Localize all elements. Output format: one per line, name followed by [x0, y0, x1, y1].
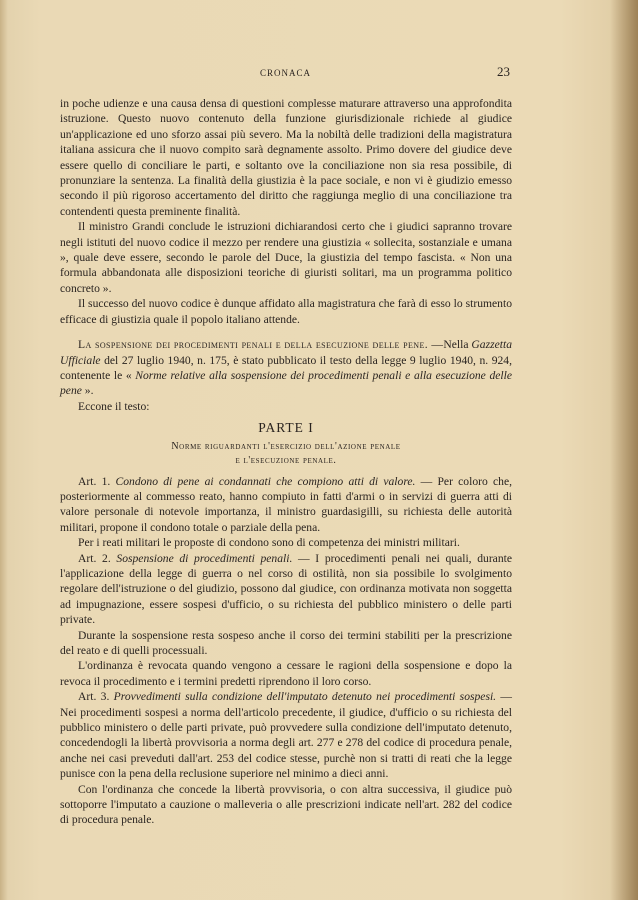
paragraph-1: in poche udienze e una causa densa di questioni complesse maturare attraverso una approfondita istruzione. Questo nuovo contenuto della funzione giurisdizionale richiede al giudice un'applicazione ed uno sforzo assai più severo. Ma la nobiltà delle tradizioni della magistratura italiana assicura che il nuovo compito sarà degnamente assolto. Primo dovere del giudice deve essere quello di conciliare le parti, e soltanto ove la conciliazione non sia resa possibile, di pronunziare la sentenza. La finalità della giustizia è la pace sociale, e non vi è giudizio emesso secondo il più rigoroso accertamento del diritto che raggiunga meglio di una conciliazione tra contendenti questa preminente finalità. — [60, 97, 512, 218]
part-heading: PARTE I — [258, 420, 314, 436]
paragraph-3: Il successo del nuovo codice è dunque affidato alla magistratura che farà di esso lo strumento efficace di giustizia quale il popolo italiano attende. — [60, 297, 512, 326]
part-subheading-1: Norme riguardanti l'esercizio dell'azione penale — [171, 440, 401, 452]
page-number: 23 — [497, 64, 510, 79]
article-2-paragraph-2: Durante la sospensione resta sospeso anche il corso dei termini stabiliti per la prescrizione del reato e di quelli processuali. — [60, 628, 512, 657]
section-paragraph — [60, 337, 512, 399]
article-3-paragraph-2: Con l'ordinanza che concede la libertà provvisoria, o con altra successiva, il giudice può sottoporre l'imputato a cauzione o malleveria o alle prescrizioni indicate nell'art. 282 del codice di procedura penale. — [60, 782, 512, 827]
article-2 — [60, 551, 512, 628]
eccone-line: Eccone il testo: — [78, 399, 150, 413]
part-subheading-2: e l'esecuzione penale. — [235, 454, 337, 466]
article-3 — [60, 689, 512, 781]
page-edge-shadow — [610, 0, 638, 900]
section-text-a: Nella — [443, 338, 472, 352]
article-3-text: — Nei procedimenti sospesi a norma dell'articolo precedente, il giudice, d'ufficio o su richiesta del pubblico ministero o delle parti private, può provvedere sulla condizione dell'imputato detenuto, concedendogli la libertà provvisoria a norma degli art. 277 e 278 del codice di procedura penale, anche nei casi preveduti dall'art. 253 del codice stesse, purchè non si tratti di reati che la legge punisce con la pena della reclusione superiore nel minimo a dieci anni. — [60, 690, 512, 781]
article-1-paragraph-2: Per i reati militari le proposte di condono sono di competenza dei ministri militari. — [78, 536, 460, 550]
article-2-paragraph-3: L'ordinanza è revocata quando vengono a cessare le ragioni della sospensione e dopo la revoca il procedimento e i termini predetti riprendono il loro corso. — [60, 659, 512, 688]
article-1-title: Condono di pene ai condannati che compiono atti di valore. — [115, 474, 416, 488]
article-2-title: Sospensione di procedimenti penali. — [116, 551, 293, 565]
law-title: Norme relative alla sospensione dei procedimenti penali e alla esecuzione delle pene — [60, 368, 512, 398]
article-3-label: Art. 3. — [78, 690, 114, 704]
gazzetta-title: Gazzetta Ufficiale — [60, 338, 512, 367]
running-title: CRONACA — [260, 68, 312, 78]
article-2-text: — I procedimenti penali nei quali, durante l'applicazione della legge di guerra o nel corso di ostilità, non sia possibile lo svolgimento regolare dell'istruzione o del giudizio, possono dal giudice, con ordinanza motivata non soggetta ad impugnazione, essere sospesi d'ufficio, o su richiesta del pubblico ministero o delle parti private. — [60, 551, 512, 627]
page-header — [60, 64, 510, 84]
article-1-text: — Per coloro che, posteriormente al commesso reato, hanno compiuto in fatti d'armi o in servizi di guerra atti di valore personale di notevole importanza, il ministro guardasigilli, su richiesta delle autorità militari, propone il condono totale o parziale della pena. — [60, 474, 512, 534]
section-text-c: ». — [81, 384, 94, 398]
article-1 — [60, 474, 512, 536]
paragraph-2: Il ministro Grandi conclude le istruzioni dichiarandosi certo che i giudici sapranno trovare negli istituti del nuovo codice il mezzo per rendere una giustizia « sollecita, sostanziale e umana », quale deve essere, secondo le parole del Duce, la giustizia del tempo fascista. « Non una formula abbandonata alle disposizioni teoriche di giuristi solitari, ma un programma politico concreto ». — [60, 220, 512, 295]
body-text — [60, 96, 512, 828]
article-1-label: Art. 1. — [78, 474, 116, 488]
article-2-label: Art. 2. — [78, 551, 117, 565]
section-title: La sospensione dei procedimenti penali e della esecuzione delle pene. — — [78, 338, 444, 352]
article-3-title: Provvedimenti sulla condizione dell'imputato detenuto nei procedimenti sospesi. — [113, 690, 497, 704]
section-text-b: del 27 luglio 1940, n. 175, è stato pubblicato il testo della legge 9 luglio 1940, n. 924, contenente le « — [60, 353, 512, 382]
